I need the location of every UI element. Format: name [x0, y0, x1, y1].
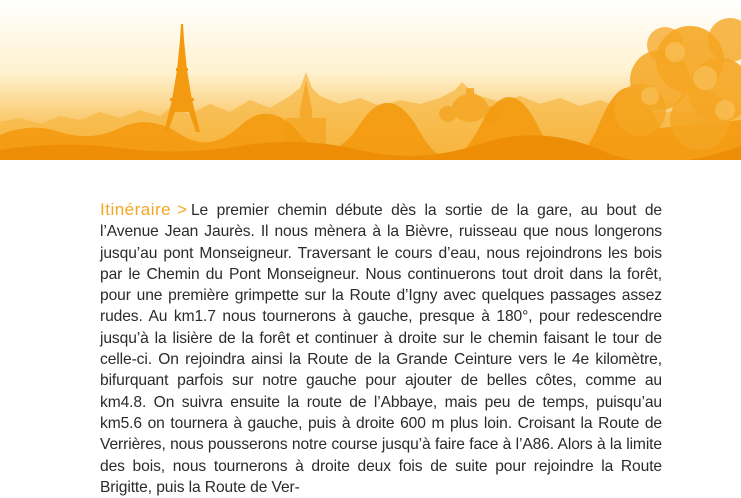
itinerary-paragraph [100, 199, 662, 498]
header-banner [0, 0, 741, 160]
chevron-right-icon: > [177, 200, 187, 219]
paris-skyline-illustration [0, 0, 741, 160]
itinerary-text: Le premier chemin débute dès la sortie de la gare, au bout de l’Avenue Jean Jaurès. Il nous mènera à la Bièvre, ruisseau que nous longerons jusqu’au pont Monseigneur. Traversant le cours d’eau, nous rejoindrons les bois par le Chemin du Pont Monseigneur. Nous continuerons tout droit dans la forêt, pour une première grimpette sur la Route d’Igny avec quelques passages assez rudes. Au km1.7 nous tournerons à gauche, presque à 180°, pour redescendre jusqu’à la lisière de la forêt et continuer à droite sur le chemin faisant le tour de celle-ci. On rejoindra ainsi la Route de la Grande Ceinture vers le 4e kilomètre, bifurquant parfois sur notre gauche pour ajouter de belles côtes, comme au km4.8. On suivra ensuite la route de l’Abbaye, mais peu de temps, puisqu’au km5.6 on tournera à gauche, puis à droite 600 m plus loin. Croisant la Route de Verrières, nous pousserons notre course jusqu’à faire face à l’A86. Alors à la limite des bois, nous tournerons à droite deux fois de suite pour rejoindre la Route Brigitte, puis la Route de Ver- [100, 202, 662, 496]
section-heading: Itinéraire [100, 200, 172, 219]
